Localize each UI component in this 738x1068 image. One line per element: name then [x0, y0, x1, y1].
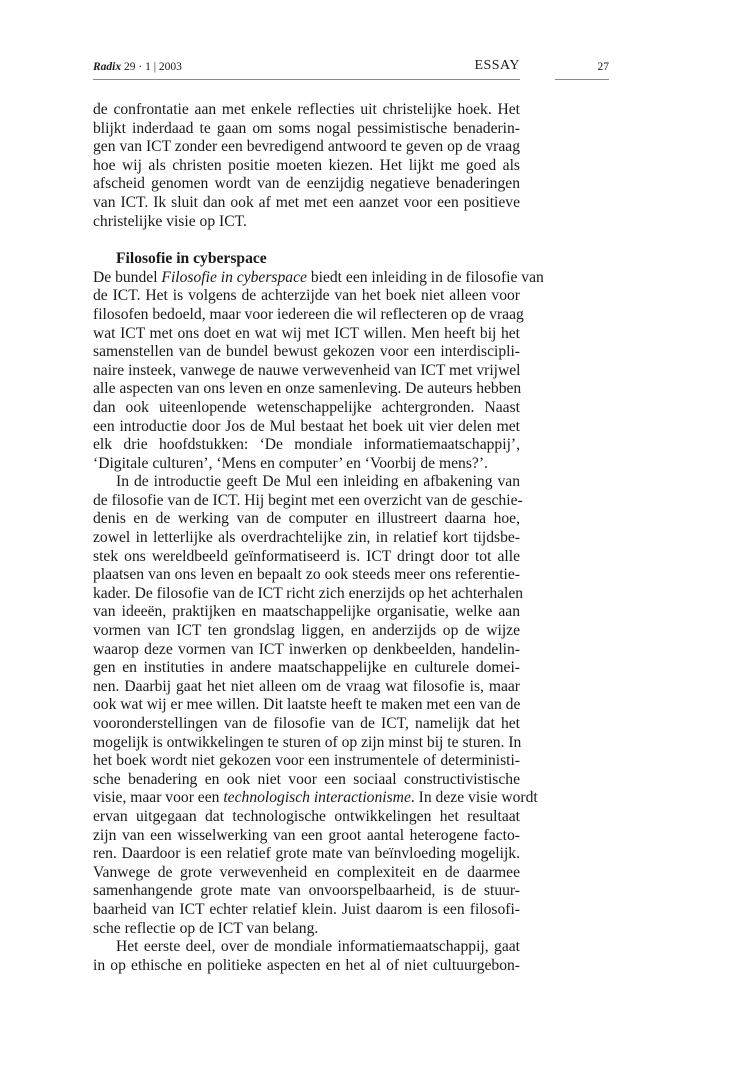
text-line: In de introductie geeft De Mul een inleiding en afbakening van: [116, 473, 520, 491]
emphasis-term: technologisch interactionisme: [223, 789, 411, 807]
text-line: in op ethische en politieke aspecten en het al of niet cultuurgebon-: [93, 956, 520, 974]
text-line: de confrontatie aan met enkele reflecties uit christelijke hoek. Het: [93, 101, 520, 118]
text-line: vooronderstellingen van de filosofie van de ICT, namelijk dat het: [93, 715, 520, 732]
body-text: [93, 101, 544, 975]
text-line: nen. Daarbij gaat het niet alleen om de vraag wat filosofie is, maar: [93, 677, 520, 695]
text-line: de ICT. Het is volgens de achterzijde van het boek niet alleen voor: [93, 287, 520, 305]
text-line: het boek wordt niet gekozen voor een instrumentele of deterministi-: [93, 752, 520, 770]
text-line: filosofen bedoeld, maar voor iedereen die wil reflecteren op de vraag: [93, 305, 524, 323]
text-line: ‘Digitale culturen’, ‘Mens en computer’ en ‘Voorbij de mens?’.: [93, 454, 488, 472]
text-line: christelijke visie op ICT.: [93, 212, 247, 230]
text-line: van ideeën, praktijken en maatschappelijke organisatie, welke aan: [93, 603, 520, 621]
text-line: de filosofie van de ICT. Hij begint met een overzicht van de geschie-: [93, 491, 523, 509]
text-line: wat ICT met ons doet en wat wij met ICT willen. Men heeft bij het: [93, 324, 520, 342]
page-number-rule: [555, 79, 609, 80]
text-line: gen van ICT zonder een bevredigend antwoord te geven op de vraag: [93, 138, 520, 156]
text-line: stek ons wereldbeeld geïnformatiseerd is. ICT dringt door tot alle: [93, 547, 520, 565]
paragraph-intro: [93, 101, 520, 231]
text-line: gen en instituties in andere maatschappelijke en culturele domei-: [93, 659, 520, 677]
text-line: naire insteek, vanwege de nauwe verwevenheid van ICT met vrijwel: [93, 361, 521, 379]
text-line: elk drie hoofdstukken: ‘De mondiale informatiemaatschappij’,: [93, 436, 520, 454]
text-line: ren. Daardoor is een relatief grote mate van beïnvloeding mogelijk.: [93, 845, 520, 863]
text-line: alle aspecten van ons leven en onze samenleving. De auteurs hebben: [93, 380, 522, 398]
text-line: visie, maar voor een technologisch interactionisme. In deze visie wordt: [93, 789, 538, 807]
text-line: van ICT. Ik sluit dan ook af met met een aanzet voor een positieve: [93, 193, 520, 211]
text-line: blijkt inderdaad te gaan om soms nogal pessimistische benaderin-: [93, 119, 520, 137]
text-line: hoe wij als christen positie moeten kiezen. Het lijkt me goed als: [93, 156, 520, 174]
text-line: samenstellen van de bundel bewust gekozen voor een interdiscipli-: [93, 343, 520, 361]
text-line: sche benadering en ook niet voor een sociaal constructivistische: [93, 770, 520, 788]
text-line: dan ook uiteenlopende wetenschappelijke achtergronden. Naast: [93, 398, 520, 416]
text-line: ervan uitgegaan dat technologische ontwikkelingen het resultaat: [93, 807, 520, 825]
text-line: zijn van een wisselwerking van een groot aantal heterogene facto-: [93, 826, 520, 844]
book-title: Filosofie in cyberspace: [161, 268, 307, 286]
text-line: een introductie door Jos de Mul bestaat het boek uit vier delen met: [93, 417, 520, 435]
text-line: De bundel Filosofie in cyberspace biedt een inleiding in de filosofie van: [93, 268, 544, 286]
paragraph-introductie: [93, 473, 538, 938]
text-line: samenhangende grote mate van onvoorspelbaarheid, is de stuur-: [93, 882, 520, 900]
header-rule: [93, 79, 520, 80]
issue-info: 29 · 1 | 2003: [124, 61, 182, 73]
text-line: vormen van ICT ten grondslag liggen, en anderzijds op de wijze: [93, 622, 520, 640]
text-line: Het eerste deel, over de mondiale informatiemaatschappij, gaat: [116, 938, 520, 956]
text-line: baarheid van ICT echter relatief klein. Juist daarom is een filosofi-: [93, 900, 520, 918]
page-number: 27: [597, 61, 609, 73]
text-line: zowel in letterlijke als overdrachtelijke zin, in relatief kort tijdsbe-: [93, 529, 520, 547]
paragraph-eerste-deel: [93, 938, 520, 975]
text-line: mogelijk is ontwikkelingen te sturen of op zijn minst bij te sturen. In: [93, 733, 522, 751]
text-line: plaatsen van ons leven en bepaalt zo ook steeds meer ons referentie-: [93, 566, 520, 584]
journal-name: Radix: [93, 61, 122, 73]
text-line: ook wat wij er mee willen. Dit laatste heeft te maken met een van de: [93, 696, 521, 714]
section-heading: Filosofie in cyberspace: [116, 250, 267, 268]
section-label: ESSAY: [474, 58, 520, 73]
text-line: denis en de werking van de computer en illustreert daarna hoe,: [93, 510, 520, 528]
text-line: sche reflectie op de ICT van belang.: [93, 919, 319, 937]
paragraph-bundel: [93, 268, 544, 474]
text-line: Vanwege de grote verwevenheid en complexiteit en de daarmee: [93, 863, 520, 881]
text-line: afscheid genomen wordt van de eenzijdig negatieve benaderingen: [93, 175, 520, 193]
text-line: kader. De filosofie van de ICT richt zich enerzijds op het achterhalen: [93, 584, 524, 602]
text-line: waarop deze vormen van ICT inwerken op denkbeelden, handelin-: [93, 640, 520, 658]
